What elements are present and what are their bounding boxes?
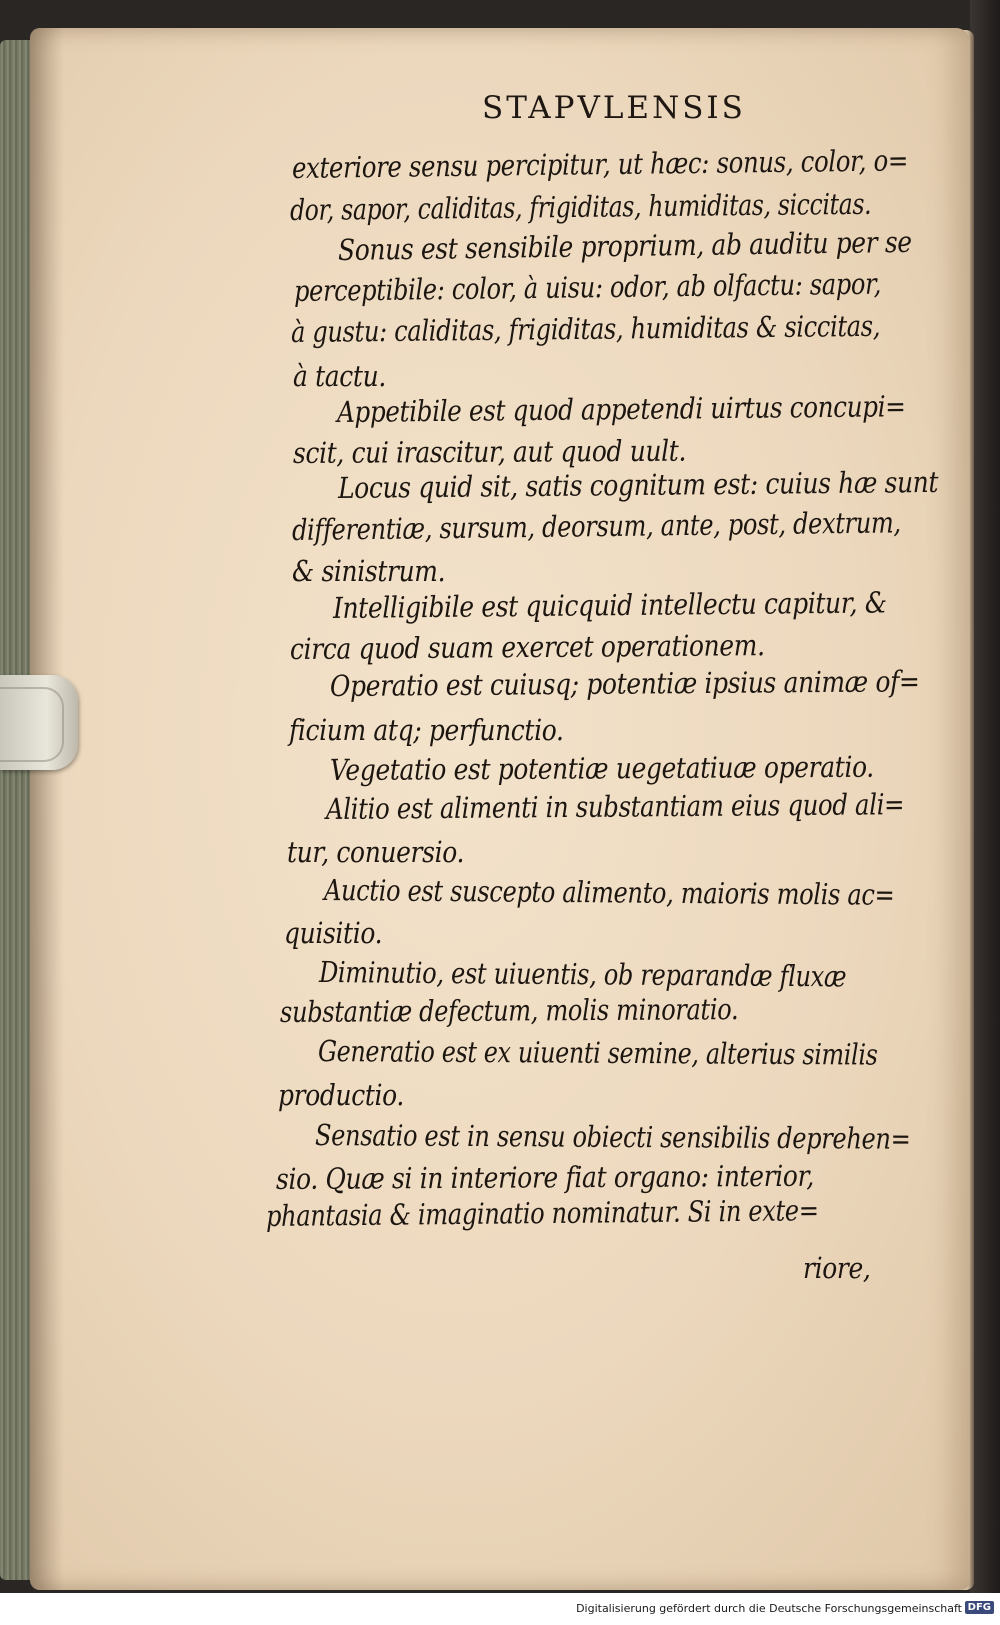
text-line: à gustu: caliditas, frigiditas, humiditas & siccitas, <box>290 308 881 349</box>
text-line: sio. Quæ si in interiore fiat organo: interior, <box>275 1158 815 1196</box>
text-line: Sensatio est in sensu obiecti sensibilis deprehen= <box>314 1118 911 1156</box>
running-head: STAPVLENSIS <box>482 90 746 126</box>
text-line: Sonus est sensibile proprium, ab auditu per se <box>337 224 912 267</box>
funding-credit: Digitalisierung gefördert durch die Deutsche Forschungsgemeinschaft <box>576 1602 962 1615</box>
text-line: scit, cui irascitur, aut quod uult. <box>292 433 687 470</box>
text-line: differentiæ, sursum, deorsum, ante, post, dextrum, <box>291 505 901 547</box>
text-line: Vegetatio est potentiæ uegetatiuæ operatio. <box>329 749 874 787</box>
text-line: ficium atq; perfunctio. <box>289 713 564 747</box>
text-line: Operatio est cuiusq; potentiæ ipsius animæ of= <box>329 664 920 703</box>
text-line: Generatio est ex uiuenti semine, alterius similis <box>317 1034 878 1072</box>
text-line: à tactu. <box>293 359 386 393</box>
text-line: tur, conuersio. <box>287 835 465 869</box>
text-line: substantiæ defectum, molis minoratio. <box>279 992 739 1029</box>
dfg-logo: DFG <box>965 1601 994 1614</box>
text-line: riore, <box>803 1251 871 1285</box>
text-line: Auctio est suscepto alimento, maioris molis ac= <box>323 873 895 912</box>
footer-bar <box>0 1593 1000 1625</box>
text-line: exteriore sensu percipitur, ut hæc: sonus, color, o= <box>291 143 909 185</box>
text-line: circa quod suam exercet operationem. <box>289 628 765 666</box>
text-line: productio. <box>278 1078 404 1112</box>
text-line: & sinistrum. <box>292 554 446 588</box>
text-line: perceptibile: color, à uisu: odor, ab olfactu: sapor, <box>293 266 882 308</box>
text-line: Diminutio, est uiuentis, ob reparandæ fluxæ <box>318 955 847 994</box>
text-line: Locus quid sit, satis cognitum est: cuius hæ sunt <box>337 464 939 505</box>
text-line: Intelligibile est quicquid intellectu capitur, & <box>332 585 887 625</box>
text-line: phantasia & imaginatio nominatur. Si in exte= <box>265 1193 819 1233</box>
text-line: Alitio est alimenti in substantiam eius quod ali= <box>325 787 905 826</box>
text-line: Appetibile est quod appetendi uirtus concupi= <box>336 389 906 429</box>
text-line: quisitio. <box>284 916 383 950</box>
text-line: dor, sapor, caliditas, frigiditas, humiditas, siccitas. <box>289 186 872 227</box>
